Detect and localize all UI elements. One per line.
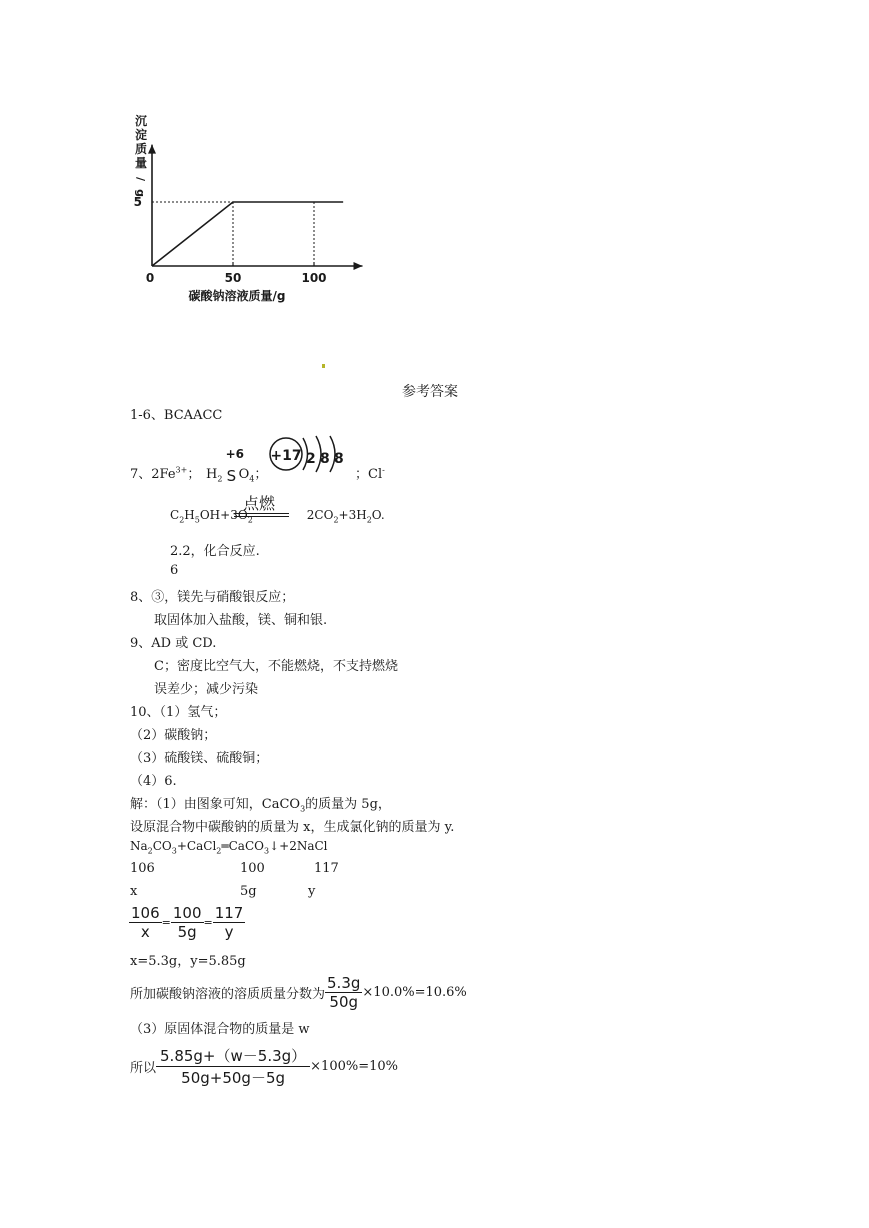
q7-o: O — [238, 467, 250, 482]
eq-o-end: O. — [371, 508, 385, 522]
nucleus-label: +17 — [270, 448, 302, 464]
q7-cl: ；Cl — [355, 467, 383, 482]
q10-line1: 10、（1）氢气； — [130, 705, 227, 720]
ratio-n1: 106 — [131, 904, 160, 922]
shell-count-1: 2 — [306, 451, 316, 467]
x-tick-label: 50 — [224, 271, 242, 285]
mass-fraction-den: 50g — [329, 993, 359, 1011]
ratio-eq-1: = — [161, 916, 171, 929]
q7-line3: 2.2，化合反应. — [170, 544, 260, 559]
mass-117: 117 — [314, 861, 339, 876]
mass-fraction-line — [130, 974, 467, 1011]
re-na: Na — [130, 839, 148, 853]
solution-line2: 设原混合物中碳酸钠的质量为 x，生成氯化钠的质量为 y. — [130, 820, 455, 835]
eq-h-sub: 5 — [194, 515, 200, 525]
y-axis-label-char: 量 — [134, 156, 148, 170]
eq-co2: 2CO — [306, 508, 334, 522]
y-axis-label-char: g — [134, 189, 147, 197]
q7-o-sub: 4 — [249, 474, 255, 484]
equation-double-line — [234, 513, 289, 517]
solution-line1b: 的质量为 5g， — [305, 797, 391, 812]
q7-h: H — [206, 467, 218, 482]
q8-line1: 8、③，镁先与硝酸银反应； — [130, 590, 295, 605]
mass-fraction-tail: ×10.0%=10.6% — [362, 985, 467, 1000]
q7-cl-ion — [355, 463, 385, 482]
final-num: 5.85g+（w－5.3g） — [156, 1045, 310, 1067]
q7-s: S — [226, 467, 237, 485]
eq-o2-sub: 2 — [247, 515, 253, 525]
shell-count-3: 8 — [334, 451, 344, 467]
eq-c: C — [170, 508, 180, 522]
q7-sep1: ； — [187, 467, 201, 482]
chlorine-ion-diagram — [262, 430, 352, 480]
q9-line1: 9、AD 或 CD. — [130, 636, 217, 651]
q7-fe-charge: 3+ — [175, 465, 188, 475]
q7-h2so4 — [206, 447, 268, 485]
q7-fe: 7、2Fe — [130, 467, 176, 482]
q7-h-sub: 2 — [217, 474, 223, 484]
final-den: 50g+50g－5g — [181, 1069, 286, 1087]
x-tick-label: 100 — [301, 271, 327, 285]
ratio-equation — [129, 904, 245, 941]
x-axis-label: 碳酸钠溶液质量/g — [188, 289, 286, 303]
reaction-equation — [130, 839, 328, 855]
ratio-eq-2: = — [203, 916, 213, 929]
re-na-sub: 2 — [147, 846, 153, 856]
final-prefix: 所以 — [130, 1061, 157, 1076]
x-axis-arrow — [354, 262, 363, 270]
q7-sep2: ； — [254, 467, 268, 482]
ratio-n2: 100 — [172, 904, 202, 922]
q10-line3: （3）硫酸镁、硫酸铜； — [130, 751, 269, 766]
eq-h2o-sub: 2 — [366, 515, 372, 525]
eq-co2-sub: 2 — [333, 515, 339, 525]
eq-h2o: +3H — [338, 508, 367, 522]
re-co-sub: 3 — [171, 846, 177, 856]
result-line: x=5.3g，y=5.85g — [130, 954, 246, 969]
q7-s-valence: +6 — [225, 447, 244, 461]
y-tick-label: 5 — [133, 195, 142, 209]
ratio-frac-2 — [171, 904, 204, 941]
final-frac — [156, 1045, 310, 1088]
solution-line1a: 解：（1）由图象可知，CaCO — [130, 797, 301, 812]
final-line — [130, 1045, 398, 1088]
re-cacl-sub: 2 — [216, 846, 222, 856]
ratio-d2: 5g — [177, 923, 197, 941]
eq-c-sub: 2 — [179, 515, 185, 525]
reaction-condition: 点燃 — [243, 494, 276, 513]
eq-h: H — [184, 508, 195, 522]
mass-100: 100 — [240, 861, 265, 876]
q9-line2: C；密度比空气大，不能燃烧，不支持燃烧 — [154, 659, 398, 674]
final-tail: ×100%=10% — [310, 1059, 399, 1074]
q7-cl-charge: - — [382, 465, 385, 475]
part3-line: （3）原固体混合物的质量是 w — [130, 1022, 310, 1037]
re-nacl: ↓+2NaCl — [269, 839, 328, 853]
mass-fraction-frac — [325, 974, 362, 1011]
answer-title: 参考答案 — [402, 384, 458, 400]
mass-fraction-num: 5.3g — [327, 974, 361, 992]
ratio-frac-3 — [213, 904, 246, 941]
q1-6-answer: 1-6、BCAACC — [130, 408, 223, 423]
q10-line4: （4）6. — [130, 774, 177, 789]
ratio-d1: x — [140, 923, 150, 941]
y-axis-label-char: 沉 — [134, 114, 148, 128]
eq-oh: OH+3O — [199, 508, 248, 522]
q10-line2: （2）碳酸钠； — [130, 728, 217, 743]
var-5g: 5g — [240, 884, 257, 899]
y-axis-label-char: / — [134, 176, 147, 182]
re-caco: ═CaCO — [221, 839, 264, 853]
re-co: CO — [152, 839, 172, 853]
q7-line1 — [130, 463, 200, 482]
var-y: y — [308, 884, 316, 899]
y-axis-arrow — [148, 145, 156, 154]
precipitate-chart — [0, 0, 869, 320]
solution-line1-sub: 3 — [300, 804, 306, 814]
solution-line1 — [130, 793, 391, 814]
mass-fraction-text: 所加碳酸钠溶液的溶质质量分数为 — [130, 987, 326, 1002]
stray-dot — [322, 364, 325, 368]
q9-line3: 误差少；减少污染 — [154, 682, 259, 697]
origin-label: 0 — [145, 271, 155, 285]
y-axis-label-char: 质 — [134, 142, 148, 156]
q8-line2: 取固体加入盐酸，镁、铜和银. — [154, 613, 328, 628]
q7-line4: 6 — [170, 563, 179, 578]
shell-count-2: 8 — [320, 451, 330, 467]
mass-106: 106 — [130, 861, 155, 876]
ratio-frac-1 — [129, 904, 162, 941]
re-cacl: +CaCl — [176, 839, 217, 853]
re-caco-sub: 3 — [263, 846, 270, 856]
ratio-n3: 117 — [214, 904, 244, 922]
var-x: x — [130, 884, 138, 899]
ratio-d3: y — [224, 923, 234, 941]
y-axis-label-char: 淀 — [134, 128, 148, 142]
